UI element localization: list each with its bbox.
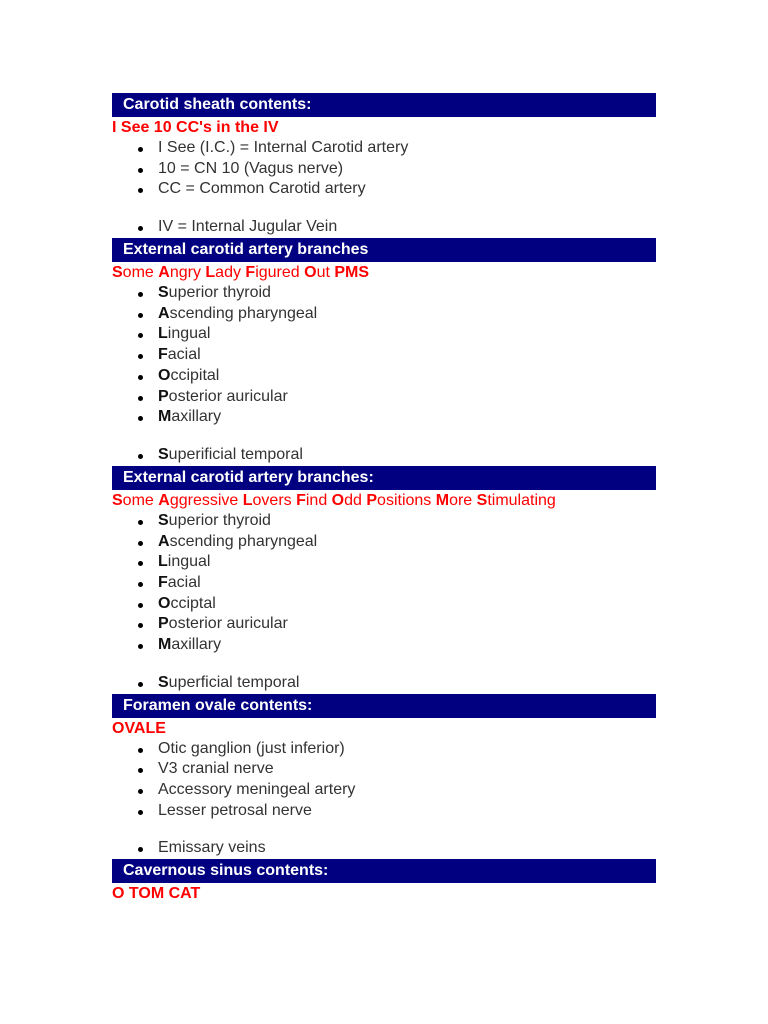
list-item: Facial bbox=[112, 345, 656, 366]
list-item: Facial bbox=[112, 573, 656, 594]
section-header-external-carotid: External carotid artery branches bbox=[112, 238, 656, 262]
list-foramen-ovale bbox=[112, 739, 656, 860]
list-item: Lingual bbox=[112, 324, 656, 345]
list-item: Occipital bbox=[112, 366, 656, 387]
list-item: Ascending pharyngeal bbox=[112, 532, 656, 553]
list-item: Maxillary bbox=[112, 407, 656, 428]
list-item: 10 = CN 10 (Vagus nerve) bbox=[112, 159, 656, 180]
mnemonic-cavernous-sinus: O TOM CAT bbox=[112, 885, 201, 903]
list-item: Superificial temporal bbox=[112, 445, 656, 466]
list-item: Maxillary bbox=[112, 635, 656, 656]
list-item: IV = Internal Jugular Vein bbox=[112, 217, 656, 238]
list-item: Posterior auricular bbox=[112, 614, 656, 635]
list-item: Otic ganglion (just inferior) bbox=[112, 739, 656, 760]
list-item: V3 cranial nerve bbox=[112, 759, 656, 780]
mnemonic-external-carotid: Some Angry Lady Figured Out PMS bbox=[112, 264, 370, 282]
list-item: Ascending pharyngeal bbox=[112, 304, 656, 325]
list-external-carotid-2 bbox=[112, 511, 656, 694]
mnemonic-external-carotid-2: Some Aggressive Lovers Find Odd Positions More Stimulating bbox=[112, 491, 556, 509]
section-header-external-carotid-2: External carotid artery branches: bbox=[112, 466, 656, 490]
list-item: Superior thyroid bbox=[112, 283, 656, 304]
list-item: Emissary veins bbox=[112, 838, 656, 859]
section-header-carotid-sheath: Carotid sheath contents: bbox=[112, 93, 656, 117]
list-item: Lesser petrosal nerve bbox=[112, 801, 656, 822]
list-item: Superficial temporal bbox=[112, 673, 656, 694]
mnemonic-foramen-ovale: OVALE bbox=[112, 719, 166, 737]
list-item: CC = Common Carotid artery bbox=[112, 179, 656, 200]
list-item: Occiptal bbox=[112, 594, 656, 615]
list-item: I See (I.C.) = Internal Carotid artery bbox=[112, 138, 656, 159]
section-header-cavernous-sinus: Cavernous sinus contents: bbox=[112, 859, 656, 883]
list-item: Superior thyroid bbox=[112, 511, 656, 532]
list-carotid-sheath bbox=[112, 138, 656, 238]
document-page bbox=[112, 93, 656, 904]
list-item: Posterior auricular bbox=[112, 387, 656, 408]
list-item: Accessory meningeal artery bbox=[112, 780, 656, 801]
section-header-foramen-ovale: Foramen ovale contents: bbox=[112, 694, 656, 718]
list-external-carotid bbox=[112, 283, 656, 466]
list-item: Lingual bbox=[112, 552, 656, 573]
mnemonic-carotid-sheath: I See 10 CC's in the IV bbox=[112, 119, 279, 136]
